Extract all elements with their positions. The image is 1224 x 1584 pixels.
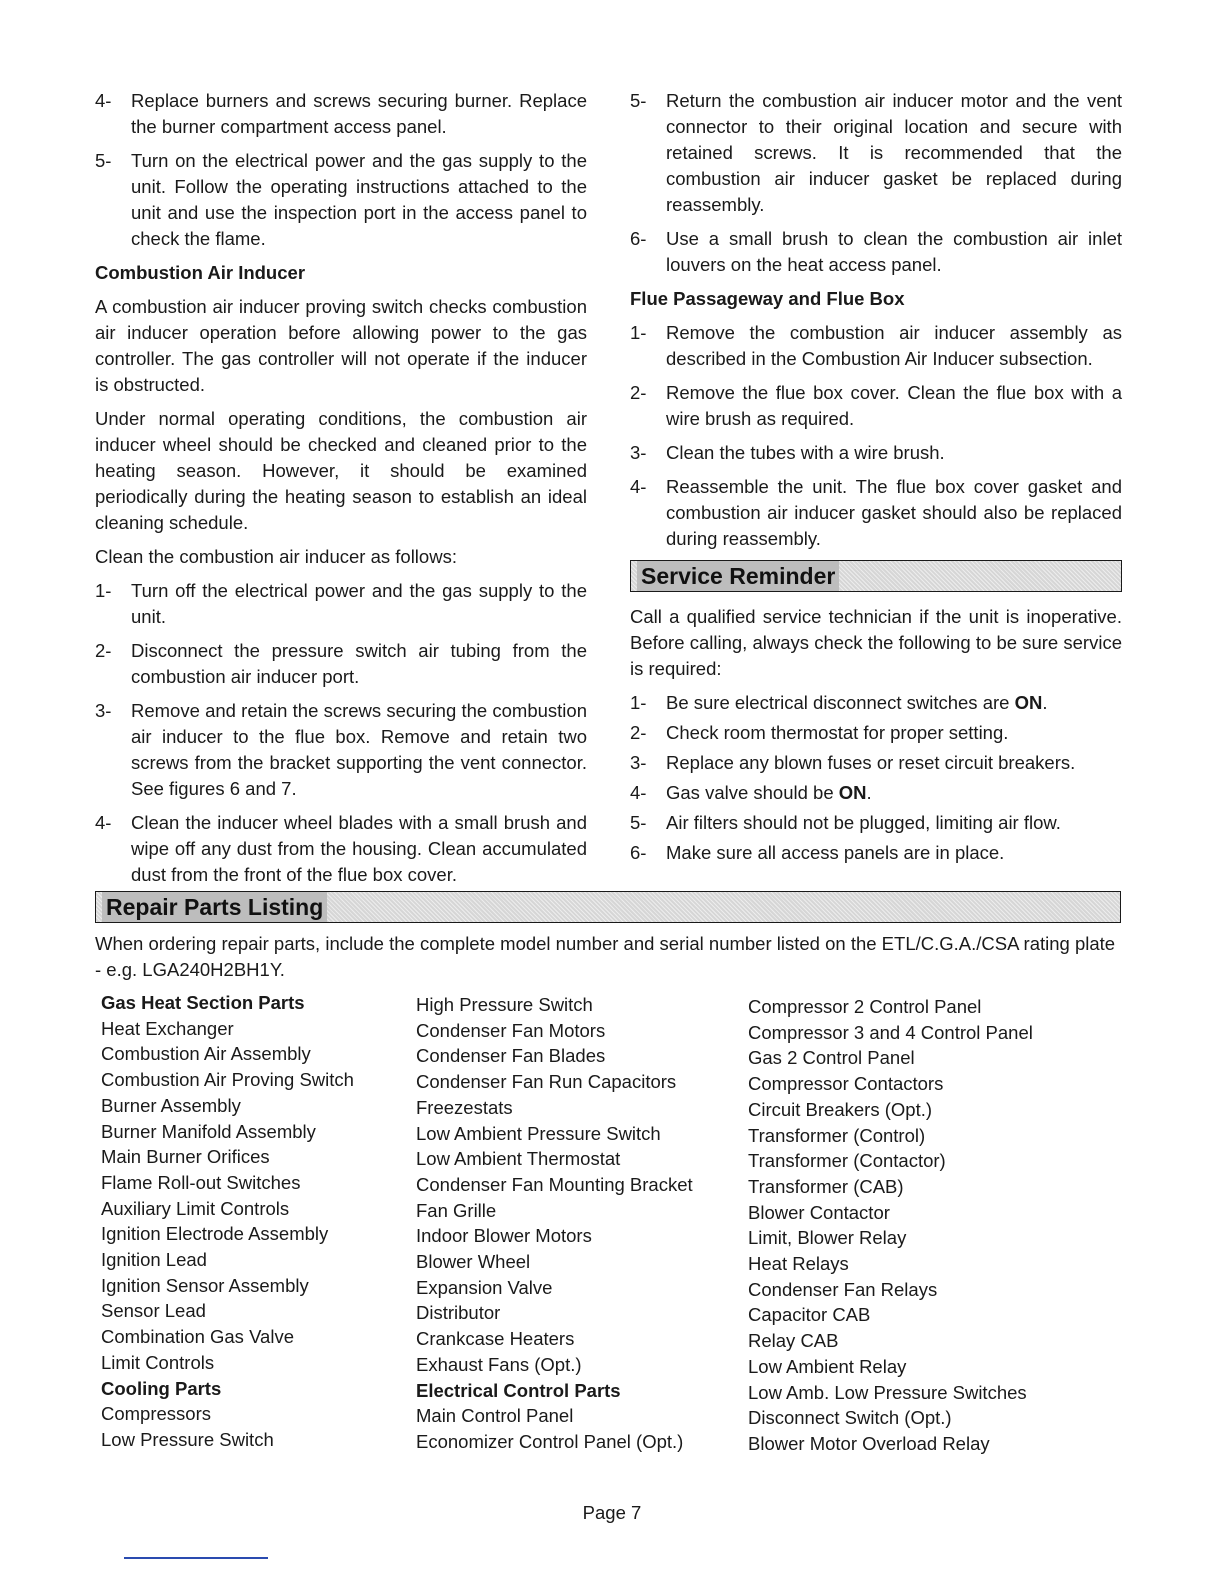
parts-list-item: Condenser Fan Relays [748, 1278, 938, 1300]
parts-list-item: Relay CAB [748, 1330, 839, 1352]
footer-rule [124, 1557, 268, 1559]
parts-list-item: Distributor [416, 1302, 501, 1324]
repair-parts-intro: When ordering repair parts, include the complete model number and serial number listed on the ETL/C.G.A./CSA rating plate - e.g. LGA240H2BH1Y. [95, 933, 1116, 980]
parts-list-item: Ignition Lead [101, 1249, 207, 1271]
paragraph: Under normal operating conditions, the combustion air inducer wheel should be checked and cleaned prior to the heating season. However, it should be examined periodically during the heating season to establish an ideal cleaning schedule. [95, 408, 587, 533]
list-item: 3- Replace any blown fuses or reset circuit breakers. [630, 752, 1076, 773]
parts-list-item: Low Pressure Switch [101, 1428, 274, 1450]
list-item: 5- Air filters should not be plugged, limiting air flow. [630, 812, 1061, 833]
parts-list-column-1 [101, 990, 354, 1453]
parts-list-item: Capacitor CAB [748, 1304, 871, 1326]
parts-list-item: Main Burner Orifices [101, 1146, 270, 1168]
parts-list-item: Compressor 2 Control Panel [748, 996, 982, 1017]
list-item: 4- Gas valve should be ON. [630, 782, 872, 803]
list-item: 6- Make sure all access panels are in place. [630, 842, 1005, 863]
list-item: 3- Clean the tubes with a wire brush. [630, 442, 945, 463]
list-item: 6- Use a small brush to clean the combustion air inlet louvers on the heat access panel. [630, 228, 1122, 275]
parts-list-item: Gas 2 Control Panel [748, 1047, 915, 1069]
parts-list-item: Crankcase Heaters [416, 1328, 575, 1350]
parts-list-item: Flame Roll-out Switches [101, 1171, 301, 1193]
right-column [630, 88, 1122, 870]
parts-list-item: Ignition Sensor Assembly [101, 1274, 309, 1296]
parts-list-item: Low Ambient Relay [748, 1355, 907, 1377]
parts-list-item: Disconnect Switch (Opt.) [748, 1407, 952, 1429]
parts-list-item: Condenser Fan Blades [416, 1045, 606, 1067]
parts-list-item: Circuit Breakers (Opt.) [748, 1098, 933, 1120]
parts-list-item: Fan Grille [416, 1199, 497, 1221]
paragraph: Clean the combustion air inducer as follows: [95, 546, 457, 567]
parts-list-item: Expansion Valve [416, 1276, 553, 1298]
banner-title: Service Reminder [637, 561, 839, 591]
parts-list-item: Limit Controls [101, 1351, 215, 1373]
parts-list-item: Sensor Lead [101, 1300, 206, 1322]
parts-list-item: Low Amb. Low Pressure Switches [748, 1381, 1027, 1403]
banner-title: Repair Parts Listing [102, 892, 327, 922]
parts-list-item: Low Ambient Thermostat [416, 1148, 621, 1170]
paragraph: A combustion air inducer proving switch checks combustion air inducer operation before allowing power to the gas controller. The gas controller will not operate if the inducer is obstructed. [95, 296, 587, 395]
paragraph: Call a qualified service technician if the unit is inoperative. Before calling, always check the following to be sure service is required: [630, 606, 1122, 679]
parts-list-item: Transformer (Control) [748, 1124, 926, 1146]
parts-list-item: Condenser Fan Motors [416, 1019, 606, 1041]
parts-list-item: Combustion Air Assembly [101, 1043, 311, 1065]
parts-list-item: Burner Manifold Assembly [101, 1120, 316, 1142]
list-item: 3- Remove and retain the screws securing the combustion air inducer to the flue box. Remove and retain two screws from the bracket supporting the vent connector. See figures 6 and 7. [95, 700, 587, 799]
parts-list-item: Freezestats [416, 1096, 513, 1118]
list-item: 1- Remove the combustion air inducer assembly as described in the Combustion Air Inducer subsection. [630, 322, 1122, 369]
parts-list-heading: Cooling Parts [101, 1377, 222, 1399]
list-item: 4- Reassemble the unit. The flue box cover gasket and combustion air inducer gasket should also be replaced during reassembly. [630, 476, 1122, 549]
parts-list-column-3 [748, 994, 1033, 1457]
parts-list-item: Condenser Fan Run Capacitors [416, 1071, 677, 1093]
list-item: 4- Clean the inducer wheel blades with a small brush and wipe off any dust from the housing. Clean accumulated dust from the front of the flue box cover. [95, 812, 587, 885]
parts-list-column-2 [416, 992, 693, 1455]
parts-list-item: Blower Wheel [416, 1251, 531, 1273]
parts-list-item: Economizer Control Panel (Opt.) [416, 1430, 684, 1452]
section-heading-flue: Flue Passageway and Flue Box [630, 288, 905, 309]
parts-list-heading: Electrical Control Parts [416, 1379, 621, 1401]
parts-list-item: Condenser Fan Mounting Bracket [416, 1173, 693, 1195]
list-item: 2- Disconnect the pressure switch air tubing from the combustion air inducer port. [95, 640, 587, 687]
list-item: 5- Turn on the electrical power and the gas supply to the unit. Follow the operating instructions attached to the unit and use the inspection port in the access panel to check the flame. [95, 150, 587, 249]
list-item: 2- Remove the flue box cover. Clean the flue box with a wire brush as required. [630, 382, 1122, 429]
parts-list-item: High Pressure Switch [416, 994, 593, 1015]
parts-list-item: Exhaust Fans (Opt.) [416, 1353, 582, 1375]
list-item: 5- Return the combustion air inducer motor and the vent connector to their original location and secure with retained screws. It is recommended that the combustion air inducer gasket be replaced during reassembly. [630, 90, 1122, 215]
parts-list-item: Main Control Panel [416, 1405, 574, 1427]
parts-list-item: Low Ambient Pressure Switch [416, 1122, 661, 1144]
left-column [95, 88, 587, 896]
list-item: 4- Replace burners and screws securing burner. Replace the burner compartment access panel. [95, 90, 587, 137]
parts-list-item: Blower Contactor [748, 1201, 890, 1223]
section-heading-inducer: Combustion Air Inducer [95, 262, 306, 283]
parts-list-item: Auxiliary Limit Controls [101, 1197, 290, 1219]
parts-list-item: Compressors [101, 1403, 211, 1425]
parts-list-item: Heat Relays [748, 1253, 849, 1275]
parts-list-item: Burner Assembly [101, 1094, 241, 1116]
parts-list-item: Compressor Contactors [748, 1073, 944, 1095]
service-reminder-banner [630, 560, 1122, 592]
list-item: 1- Be sure electrical disconnect switches are ON. [630, 692, 1048, 713]
list-item: 2- Check room thermostat for proper setting. [630, 722, 1009, 743]
parts-list-heading: Gas Heat Section Parts [101, 992, 305, 1013]
page-number: Page 7 [582, 1502, 642, 1523]
parts-list-item: Heat Exchanger [101, 1017, 234, 1039]
parts-list-item: Limit, Blower Relay [748, 1227, 907, 1249]
repair-parts-banner [95, 891, 1121, 923]
parts-list-item: Indoor Blower Motors [416, 1225, 592, 1247]
parts-list-item: Transformer (Contactor) [748, 1150, 946, 1172]
parts-list-item: Compressor 3 and 4 Control Panel [748, 1021, 1033, 1043]
parts-list-item: Combustion Air Proving Switch [101, 1069, 354, 1091]
parts-list-item: Blower Motor Overload Relay [748, 1432, 990, 1454]
list-item: 1- Turn off the electrical power and the gas supply to the unit. [95, 580, 587, 627]
parts-list-item: Ignition Electrode Assembly [101, 1223, 329, 1245]
parts-list-item: Combination Gas Valve [101, 1326, 294, 1348]
parts-list-item: Transformer (CAB) [748, 1175, 904, 1197]
